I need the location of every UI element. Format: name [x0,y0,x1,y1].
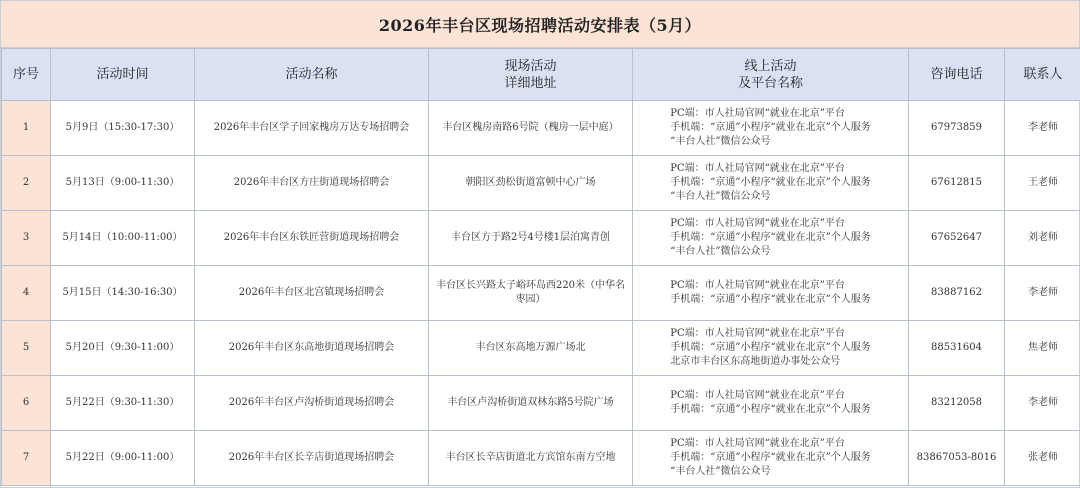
row-online-cell [633,266,909,321]
header-name: 活动名称 [195,49,429,101]
schedule-table [1,48,1080,486]
header-address-line-2: 详细地址 [504,75,557,91]
row-time-cell: 5月9日（15:30-17:30） [51,101,195,156]
row-address-cell: 丰台区卢沟桥街道双林东路5号院广场 [429,376,633,431]
header-address-line-1: 现场活动 [504,58,557,74]
online-platform-list [670,279,870,307]
row-seq-cell: 4 [2,266,51,321]
table-row [2,266,1080,321]
online-platform-line: “丰台人社”微信公众号 [670,191,771,202]
online-platform-line: 手机端：“京通”小程序“就业在北京”个人服务 [670,122,871,133]
row-seq-cell: 5 [2,321,51,376]
row-seq-cell: 6 [2,376,51,431]
online-platform-line: 手机端：“京通”小程序“就业在北京”个人服务 [670,177,871,188]
row-phone-cell: 83867053-8016 [909,431,1005,486]
row-contact-cell: 李老师 [1005,266,1080,321]
online-platform-list [670,389,870,417]
row-phone-cell: 67652647 [909,211,1005,266]
title-bar [1,1,1079,48]
online-platform-list [670,107,870,149]
online-platform-list [670,217,870,259]
table-row [2,101,1080,156]
row-address-cell: 丰台区东高地万源广场北 [429,321,633,376]
row-name-cell: 2026年丰台区东铁匠营街道现场招聘会 [195,211,429,266]
row-phone-cell: 67612815 [909,156,1005,211]
row-time-cell: 5月13日（9:00-11:30） [51,156,195,211]
row-phone-cell: 83887162 [909,266,1005,321]
row-name-cell: 2026年丰台区东高地街道现场招聘会 [195,321,429,376]
row-time-cell: 5月20日（9:30-11:00） [51,321,195,376]
row-address-cell: 丰台区方于路2号4号楼1层泊寓青创 [429,211,633,266]
row-address-cell: 丰台区长辛店街道北方宾馆东南方空地 [429,431,633,486]
row-contact-cell: 刘老师 [1005,211,1080,266]
table-row [2,321,1080,376]
online-platform-line: “丰台人社”微信公众号 [670,136,771,147]
online-platform-line: PC端：市人社局官网“就业在北京”平台 [670,218,845,229]
row-online-cell [633,156,909,211]
row-time-cell: 5月22日（9:00-11:00） [51,431,195,486]
row-online-cell [633,376,909,431]
table-row [2,156,1080,211]
online-platform-line: PC端：市人社局官网“就业在北京”平台 [670,328,845,339]
online-platform-line: PC端：市人社局官网“就业在北京”平台 [670,390,845,401]
table-row [2,211,1080,266]
online-platform-line: 手机端：“京通”小程序“就业在北京”个人服务 [670,342,871,353]
page-title: 2026年丰台区现场招聘活动安排表（5月） [378,15,702,35]
online-platform-line: “丰台人社”微信公众号 [670,466,771,477]
table-row [2,376,1080,431]
table-row [2,431,1080,486]
row-seq-cell: 2 [2,156,51,211]
row-contact-cell: 焦老师 [1005,321,1080,376]
header-online-line-1: 线上活动 [744,58,797,74]
online-platform-line: 北京市丰台区东高地街道办事处公众号 [670,356,841,367]
online-platform-line: PC端：市人社局官网“就业在北京”平台 [670,438,845,449]
online-platform-line: PC端：市人社局官网“就业在北京”平台 [670,280,845,291]
header-contact: 联系人 [1005,49,1080,101]
header-online-line-2: 及平台名称 [737,75,803,91]
row-address-cell: 朝阳区劲松街道富顿中心广场 [429,156,633,211]
online-platform-list [670,437,870,479]
row-name-cell: 2026年丰台区学子回家槐房万达专场招聘会 [195,101,429,156]
online-platform-list [670,327,870,369]
row-online-cell [633,101,909,156]
row-name-cell: 2026年丰台区卢沟桥街道现场招聘会 [195,376,429,431]
row-time-cell: 5月22日（9:30-11:30） [51,376,195,431]
row-contact-cell: 张老师 [1005,431,1080,486]
row-contact-cell: 李老师 [1005,101,1080,156]
row-name-cell: 2026年丰台区北宫镇现场招聘会 [195,266,429,321]
row-online-cell [633,211,909,266]
online-platform-list [670,162,870,204]
header-phone: 咨询电话 [909,49,1005,101]
online-platform-line: PC端：市人社局官网“就业在北京”平台 [670,108,845,119]
row-seq-cell: 7 [2,431,51,486]
row-phone-cell: 67973859 [909,101,1005,156]
row-seq-cell: 3 [2,211,51,266]
row-online-cell [633,321,909,376]
row-time-cell: 5月14日（10:00-11:00） [51,211,195,266]
row-phone-cell: 88531604 [909,321,1005,376]
header-online [633,49,909,101]
header-seq: 序号 [2,49,51,101]
row-seq-cell: 1 [2,101,51,156]
header-row [2,49,1080,101]
online-platform-line: PC端：市人社局官网“就业在北京”平台 [670,163,845,174]
row-phone-cell: 83212058 [909,376,1005,431]
row-contact-cell: 李老师 [1005,376,1080,431]
online-platform-line: 手机端：“京通”小程序“就业在北京”个人服务 [670,232,871,243]
row-online-cell [633,431,909,486]
row-address-cell: 丰台区长兴路太子峪环岛西220米（中华名枣园） [429,266,633,321]
row-name-cell: 2026年丰台区长辛店街道现场招聘会 [195,431,429,486]
table-body [2,101,1080,486]
online-platform-line: 手机端：“京通”小程序“就业在北京”个人服务 [670,452,871,463]
online-platform-line: “丰台人社”微信公众号 [670,246,771,257]
row-contact-cell: 王老师 [1005,156,1080,211]
header-address [429,49,633,101]
online-platform-line: 手机端：“京通”小程序“就业在北京”个人服务 [670,294,871,305]
online-platform-line: 手机端：“京通”小程序“就业在北京”个人服务 [670,404,871,415]
row-time-cell: 5月15日（14:30-16:30） [51,266,195,321]
row-name-cell: 2026年丰台区方庄街道现场招聘会 [195,156,429,211]
header-time: 活动时间 [51,49,195,101]
row-address-cell: 丰台区槐房南路6号院（槐房一层中庭） [429,101,633,156]
